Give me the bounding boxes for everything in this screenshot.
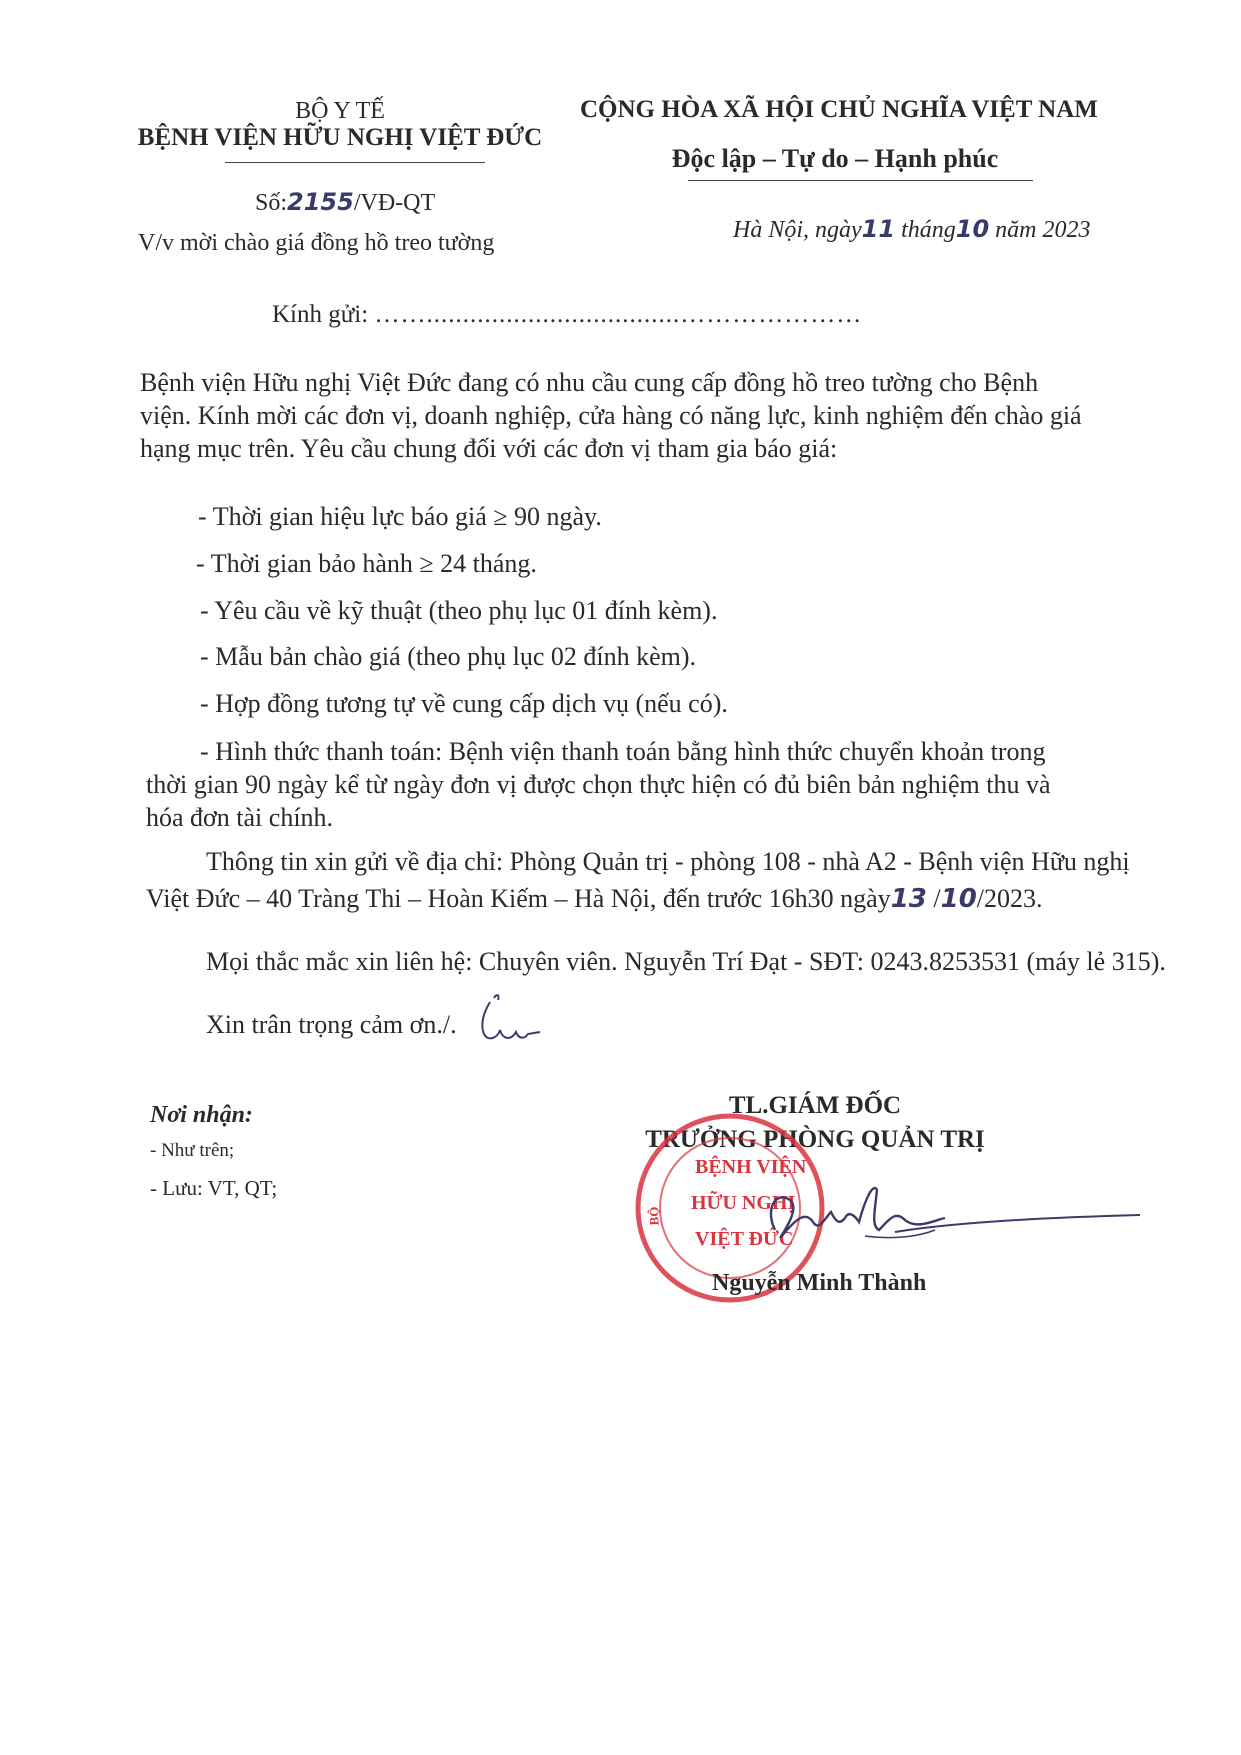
document-subject: V/v mời chào giá đồng hồ treo tường: [138, 230, 495, 256]
payment-paragraph: - Hình thức thanh toán: Bệnh viện thanh toán bằng hình thức chuyển khoản trong thời gian 90 ngày kể từ ngày đơn vị được chọn thực hiện có đủ biên bản nghiệm thu và hóa đơn tài chính.: [146, 737, 1051, 832]
recipient-item: - Lưu: VT, QT;: [150, 1176, 278, 1200]
number-prefix: Số:: [255, 190, 288, 216]
deadline-separator: /: [926, 884, 941, 913]
stamp-line: BỆNH VIỆN: [695, 1156, 807, 1178]
hospital-name: BỆNH VIỆN HỮU NGHỊ VIỆT ĐỨC: [137, 124, 543, 151]
stamp-line: VIỆT ĐỨC: [695, 1228, 794, 1250]
intro-paragraph: Bệnh viện Hữu nghị Việt Đức đang có nhu cầu cung cấp đồng hồ treo tường cho Bệnh viện. Kính mời các đơn vị, doanh nghiệp, cửa hàng có năng lực, kinh nghiệm đến chào giá hạng mục trên. Yêu cầu chung đối với các đơn vị tham gia báo giá:: [140, 368, 1082, 463]
requirement-item: - Mẫu bản chào giá (theo phụ lục 02 đính kèm).: [200, 642, 697, 671]
document-number: [255, 188, 435, 217]
deadline-year: /2023.: [976, 884, 1043, 913]
date-text-2: tháng: [895, 217, 956, 243]
ministry-name: BỘ Y TẾ: [295, 98, 385, 124]
signature-title-1: TL.GIÁM ĐỐC: [728, 1092, 902, 1119]
requirement-item: - Thời gian hiệu lực báo giá ≥ 90 ngày.: [198, 502, 602, 531]
national-motto: Độc lập – Tự do – Hạnh phúc: [671, 144, 999, 173]
stamp-side-text: BỘ: [646, 1206, 662, 1226]
address-line-2: [146, 884, 1043, 914]
document-date: [733, 215, 1091, 244]
number-handwritten: 2155: [287, 188, 354, 216]
date-text-1: Hà Nội, ngày: [733, 217, 862, 243]
requirement-item: - Yêu cầu về kỹ thuật (theo phụ lục 01 đính kèm).: [200, 596, 718, 625]
date-text-3: năm 2023: [989, 217, 1091, 243]
deadline-month-handwritten: 10: [940, 884, 977, 914]
number-suffix: /VĐ-QT: [353, 190, 436, 216]
address-text: Việt Đức – 40 Tràng Thi – Hoàn Kiếm – Hà Nội, đến trước 16h30 ngày: [146, 884, 891, 913]
recipients-title: Nơi nhận:: [150, 1102, 253, 1128]
requirement-item: - Hợp đồng tương tự về cung cấp dịch vụ (nếu có).: [200, 689, 728, 718]
deadline-day-handwritten: 13: [890, 884, 927, 914]
thanks-line: Xin trân trọng cảm ơn./.: [206, 1010, 457, 1039]
recipient-item: - Như trên;: [150, 1140, 235, 1161]
date-month-handwritten: 10: [955, 215, 990, 243]
country-name: CỘNG HÒA XÃ HỘI CHỦ NGHĨA VIỆT NAM: [580, 96, 1098, 123]
signer-name: Nguyễn Minh Thành: [712, 1270, 927, 1296]
requirement-item: - Thời gian bảo hành ≥ 24 tháng.: [196, 549, 537, 578]
greeting-dots: ……...................................…………………: [374, 301, 863, 328]
greeting: [272, 301, 862, 329]
initials-signature: [470, 990, 545, 1050]
hospital-underline: [225, 162, 485, 163]
signature-title-2: TRƯỞNG PHÒNG QUẢN TRỊ: [645, 1126, 985, 1153]
motto-underline: [688, 180, 1033, 181]
date-day-handwritten: 11: [861, 215, 896, 243]
stamp-line: HỮU NGHỊ: [691, 1192, 796, 1214]
handwritten-signature: [745, 1160, 1155, 1270]
contact-line: Mọi thắc mắc xin liên hệ: Chuyên viên. Nguyễn Trí Đạt - SĐT: 0243.8253531 (máy lẻ 315).: [206, 947, 1166, 976]
address-line-1: Thông tin xin gửi về địa chỉ: Phòng Quản trị - phòng 108 - nhà A2 - Bệnh viện Hữu nghị: [206, 847, 1130, 876]
greeting-label: Kính gửi:: [272, 301, 369, 328]
